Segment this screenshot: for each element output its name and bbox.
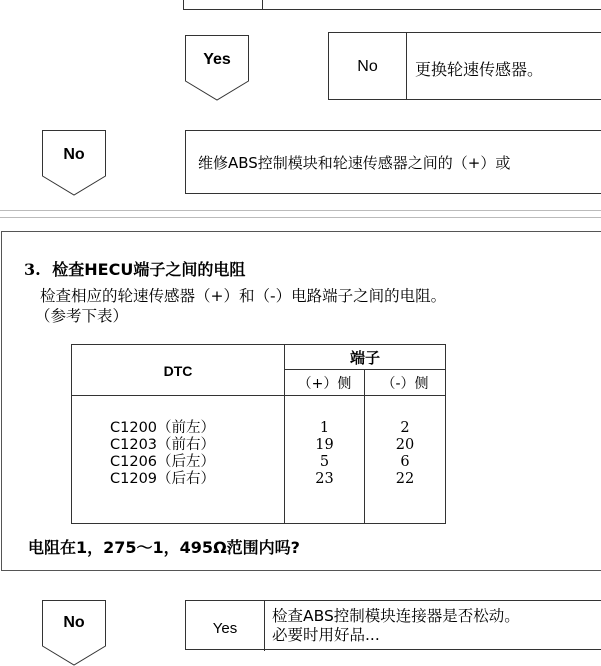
- bottom-check-text: 检查ABS控制模块连接器是否松动。: [272, 607, 520, 625]
- no-box-action: 更换轮速传感器。: [415, 60, 544, 79]
- table-data-row: [72, 396, 446, 524]
- step3-reference: （参考下表）: [35, 307, 129, 325]
- plus-cell: [285, 396, 365, 524]
- minus-c1209: 22: [395, 471, 415, 487]
- plus-side-header: [285, 370, 365, 396]
- no-box-divider: [406, 33, 407, 99]
- minus-c1200: 2: [400, 420, 410, 436]
- step3-title: 检查HECU端子之间的电阻: [52, 260, 246, 279]
- bottom-yes-label: Yes: [212, 620, 238, 637]
- plus-c1200: 1: [319, 420, 330, 436]
- dtc-c1203: C1203（前右）: [110, 437, 216, 453]
- plus-c1209: 23: [315, 471, 334, 487]
- repair-text: 维修ABS控制模块和轮速传感器之间的（+）或: [198, 154, 511, 172]
- minus-c1206: 6: [400, 454, 410, 470]
- dtc-c1200: C1200（前左）: [110, 420, 216, 436]
- step3-number: 3.: [24, 260, 41, 279]
- dtc-c1206: C1206（后左）: [110, 454, 216, 470]
- minus-side-label: （-）侧: [381, 375, 429, 392]
- minus-side-header: [365, 370, 446, 396]
- terminal-header: [285, 345, 446, 370]
- terminal-header-label: 端子: [349, 348, 380, 367]
- minus-c1203: 20: [395, 437, 415, 453]
- plus-c1203: 19: [315, 437, 334, 453]
- yes-arrow-1: [185, 35, 249, 101]
- step3-instruction: 检查相应的轮速传感器（+）和（-）电路端子之间的电阻。: [40, 287, 447, 305]
- dtc-c1209: C1209（后右）: [110, 471, 216, 487]
- bottom-check-text-2: 必要时用好品...: [272, 626, 380, 644]
- no-arrow-2: [42, 600, 106, 666]
- plus-side-label: （+）侧: [297, 375, 352, 392]
- no-label-2: No: [63, 614, 85, 631]
- section-divider-top: [0, 210, 601, 211]
- resistance-table: [71, 344, 446, 524]
- yes-label-1: Yes: [203, 51, 231, 68]
- no-action-box: [328, 32, 601, 100]
- no-label-1: No: [63, 146, 85, 163]
- step3-box: [1, 231, 601, 571]
- bottom-yes-box: [185, 600, 601, 650]
- no-arrow-1: [42, 130, 106, 196]
- minus-cell: [365, 396, 446, 524]
- plus-c1206: 5: [319, 454, 330, 470]
- no-box-label: No: [357, 58, 378, 75]
- step3-heading: [24, 257, 245, 280]
- section-divider-bottom: [0, 217, 601, 218]
- no-arrow-2-shape: [42, 600, 106, 666]
- previous-step-divider: [262, 0, 263, 10]
- previous-step-box: [183, 0, 601, 10]
- dtc-header: [72, 345, 285, 396]
- bottom-yes-divider: [264, 601, 265, 651]
- dtc-cell: [72, 396, 285, 524]
- dtc-header-label: DTC: [163, 362, 193, 379]
- resistance-question: 电阻在1，275～1，495Ω范围内吗?: [28, 538, 300, 557]
- repair-box: [185, 130, 601, 194]
